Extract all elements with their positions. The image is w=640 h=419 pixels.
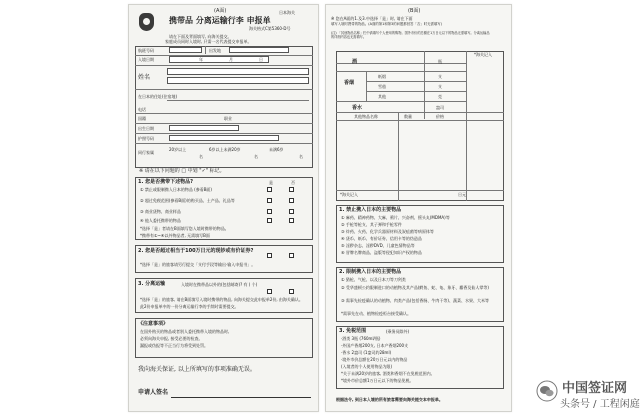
back-side-sheet: [325, 4, 512, 412]
q1-item-2-no-checkbox[interactable]: [289, 198, 294, 203]
birthdate-label: 出生日期: [138, 126, 154, 131]
wechat-logo-icon: [536, 380, 558, 402]
form-title: 携带品 分离运输行李 申报单: [169, 16, 271, 25]
dutyfree-item-6: *关于未满20岁的旅客, 酒类和香烟不在免税范围内。: [341, 371, 435, 376]
watermark-channel: 头条号 / 工程闲庭: [560, 399, 640, 410]
q1-item-2-yes-checkbox[interactable]: [267, 198, 272, 203]
q3-note-2: 此2份申报单中的一份分离运输行李的手续时需要提交。: [140, 304, 239, 309]
yen-label: 日元: [458, 192, 466, 197]
check-instruction: ※ 请在以下问题的 □ 中划 "✓" 标记。: [139, 168, 225, 174]
prohibited-item-2: ② 手枪等枪支、其子弹和手枪零件: [341, 222, 402, 227]
restricted-item-1: ① 猎枪、气枪、以及日本刀等刀剑类: [341, 277, 406, 282]
notice-line-2: 必须向海关申报, 接受必要的检查。: [140, 336, 203, 341]
q2-no-checkbox[interactable]: [289, 253, 294, 258]
q2-note: *选择「是」的旅客请另行提交「支付手段等输出·输入申报书」。: [140, 262, 256, 267]
q3-text: 入境时在携带品以外的(包括邮寄)? 有 ( 个): [181, 282, 258, 287]
companions-label: 同行家属: [138, 150, 154, 155]
q1-title: 1. 您是否携带下述物品?: [138, 179, 194, 185]
back-subnote: (注) 「其他物品名称」栏中请填写个人使用的购物。国外市价的总额在1万日元以下的物品无需填写。分离运输品的详细内容也无需填写。: [331, 31, 490, 40]
occupation-label: 职业: [224, 116, 232, 121]
goods-table: [336, 51, 504, 201]
signature-line[interactable]: [171, 397, 311, 398]
back-footer: 根据法令, 到日本入境的所有旅客需要向海关提交本申报单。: [336, 397, 443, 402]
q3-title: 3. 分离运输: [138, 281, 166, 287]
dutyfree-sub: (乘务员除外): [386, 329, 410, 334]
col-price: 价格: [436, 114, 444, 119]
front-side-sheet: [128, 4, 319, 412]
q1-item-2: ② 超过免税范围(参看B面)的购买品、土产品、礼品等: [140, 198, 235, 203]
entry-date-input[interactable]: [169, 56, 269, 63]
row-tobacco-header: 香烟: [344, 80, 355, 86]
prohibited-item-6: ⑥ 冒牌名牌商品、盗版等侵犯知识产权的物品: [341, 250, 422, 255]
companion-child: 未满6岁: [269, 147, 284, 152]
q3-yes-checkbox[interactable]: [267, 289, 272, 294]
back-intro-1: ※ 您在A面的1.及3.中选择「是」时, 请在下面: [331, 16, 413, 21]
count-unit-2: 名: [254, 154, 258, 159]
count-unit-1: 名: [199, 154, 203, 159]
row-other-tobacco: 其他: [378, 94, 386, 99]
month-unit: 月: [229, 57, 233, 62]
watermark-brand: 中国签证网: [562, 381, 628, 396]
q1-item-4-yes-checkbox[interactable]: [267, 218, 272, 223]
dutyfree-item-3: ·香水 2盎司 (1盎司约28ml): [341, 350, 392, 355]
q1-item-4-no-checkbox[interactable]: [289, 218, 294, 223]
prohibited-item-4: ④ 货币、纸币、有价证券、信用卡等的伪造品: [341, 236, 422, 241]
col-other-items: 其他物品名称: [354, 114, 378, 119]
row-cigars: 雪茄: [378, 84, 386, 89]
dutyfree-item-4: ·境外市价总额在20万日元以内的物品: [341, 357, 408, 362]
total-customs-label: *海关记入: [340, 192, 358, 197]
passport-input[interactable]: [169, 135, 279, 141]
dutyfree-item-7: *境外市价总额1万日元以下的物品免税。: [341, 378, 414, 383]
dutyfree-item-5: (入境者的个人使用物品为限): [341, 364, 393, 369]
unit-cig: 支: [438, 74, 442, 79]
q1-note-2: *携带有①~④以外物品者, 无需填写B面: [140, 233, 210, 238]
q2-title: 2. 您是否超过相当于100万日元的现钞或有价证券?: [138, 248, 254, 254]
q1-item-4: ④ 他人委托携带的物品: [140, 218, 181, 223]
q1-note: *选择「是」者请在B面填写您入境时携带的物品。: [140, 226, 229, 231]
row-cigarettes: 纸烟: [378, 74, 386, 79]
prohibited-item-1: ① 麻药、精神药物、大麻、鸦片、兴奋剂、摇头丸(MDMA)等: [341, 215, 450, 220]
q3-note: *选择「是」的旅客, 请在B面填写入境时携带的物品, 向海关提交此申报单2份, 由海关确认。: [140, 297, 303, 302]
intro-line-2: 家庭成员同时入境时, 只需一名代表提交申报单。: [165, 39, 252, 44]
nationality-label: 国籍: [138, 116, 146, 121]
declaration-text: 我向海关保证, 以上所填写的事项准确无误。: [138, 366, 256, 373]
notice-title: 《注意事项》: [138, 321, 169, 327]
q1-item-3-no-checkbox[interactable]: [289, 209, 294, 214]
year-unit: 年: [199, 57, 203, 62]
q1-yes-header: 是: [269, 180, 273, 185]
flight-input[interactable]: [169, 47, 202, 53]
customs-use-header: *海关记入: [474, 52, 492, 57]
phone-label: 电话: [138, 107, 146, 112]
q3-no-checkbox[interactable]: [289, 289, 294, 294]
watermark: [534, 378, 640, 416]
row-alcohol: 酒: [352, 59, 358, 65]
dutyfree-title: 3. 免税范围: [339, 328, 367, 334]
intro-line-1: 请在下面及背面填写, 向海关提交。: [169, 34, 232, 39]
notice-line-1: 在国外购买的物品或者别人委托携带入境的物品时,: [140, 329, 230, 334]
unit-bottles: 瓶: [438, 59, 442, 64]
form-number: 海关格式C第5360-D号: [249, 26, 291, 31]
dutyfree-item-2: ·外国产香烟200支, 日本产香烟200支: [341, 343, 409, 348]
q1-no-header: 否: [291, 180, 295, 185]
companion-teen: 6岁以上未满20岁: [209, 147, 241, 152]
dutyfree-item-1: ·酒类 3瓶 (760ml/瓶): [341, 336, 381, 341]
name-input-2[interactable]: [167, 77, 309, 84]
prohibited-item-3: ③ 炸药、火药、化学兵器原材料及炭疽菌等病原体等: [341, 229, 434, 234]
q1-item-3: ③ 商业货物、商业样品: [140, 209, 181, 214]
side-label-b: (B面): [408, 8, 421, 14]
restricted-item-2: ② 受华盛顿公约限制进口的动植物及其产品(鳄鱼、蛇、龟、象牙、麝香及仙人掌等): [341, 285, 489, 290]
prohibited-item-5: ⑤ 淫秽杂志、淫秽DVD、儿童色情物品等: [341, 243, 415, 248]
unit-ounce: 盎司: [436, 105, 444, 110]
back-intro-2: 填写入境时携带的物品。(A面的第1和第3的问题都回答「否」时无需填写): [331, 22, 442, 26]
q1-item-1: ① 禁止或限制携入日本的物品 (参看B面): [140, 187, 212, 192]
departure-label: 出发地: [209, 48, 221, 53]
name-label: 姓名: [138, 74, 151, 81]
passport-label: 护照号码: [138, 136, 154, 141]
departure-input[interactable]: [229, 47, 289, 53]
unit-cigars: 支: [438, 84, 442, 89]
restricted-title: 2. 限制携入日本的主要物品: [339, 269, 402, 275]
entry-date-label: 入境日期: [138, 57, 154, 62]
customs-label: 日本海关: [279, 10, 295, 15]
companion-adult: 20岁以上: [169, 147, 187, 152]
side-label-a: (A面): [214, 8, 227, 14]
address-label: 在日本的住址(住宿地): [138, 94, 178, 99]
day-unit: 日: [259, 57, 263, 62]
q1-item-1-no-checkbox[interactable]: [289, 187, 294, 192]
customs-emblem-icon: [139, 13, 154, 31]
col-quantity: 数量: [404, 114, 412, 119]
restricted-item-4: *需事先在动、植物检疫柜台接受确认。: [341, 311, 411, 316]
restricted-item-3: ③ 需事先检疫确认的动植物、肉类产品(包括香肠、牛肉干等)、蔬菜、水果、大米等: [341, 298, 489, 303]
signature-label: 申请人签名: [138, 389, 169, 396]
q1-item-3-yes-checkbox[interactable]: [267, 209, 272, 214]
name-input-1[interactable]: [167, 68, 309, 75]
unit-grams: 克: [438, 94, 442, 99]
birthdate-input[interactable]: [169, 125, 239, 131]
flight-label: 航班号码: [138, 48, 154, 53]
count-unit-3: 名: [299, 154, 303, 159]
notice-line-3: 漏报或伪报等不正当行为将受到处罚。: [140, 343, 208, 348]
q2-yes-checkbox[interactable]: [267, 253, 272, 258]
q1-item-1-yes-checkbox[interactable]: [267, 187, 272, 192]
prohibited-title: 1. 禁止携入日本的主要物品: [339, 207, 402, 213]
row-perfume: 香水: [352, 105, 363, 111]
